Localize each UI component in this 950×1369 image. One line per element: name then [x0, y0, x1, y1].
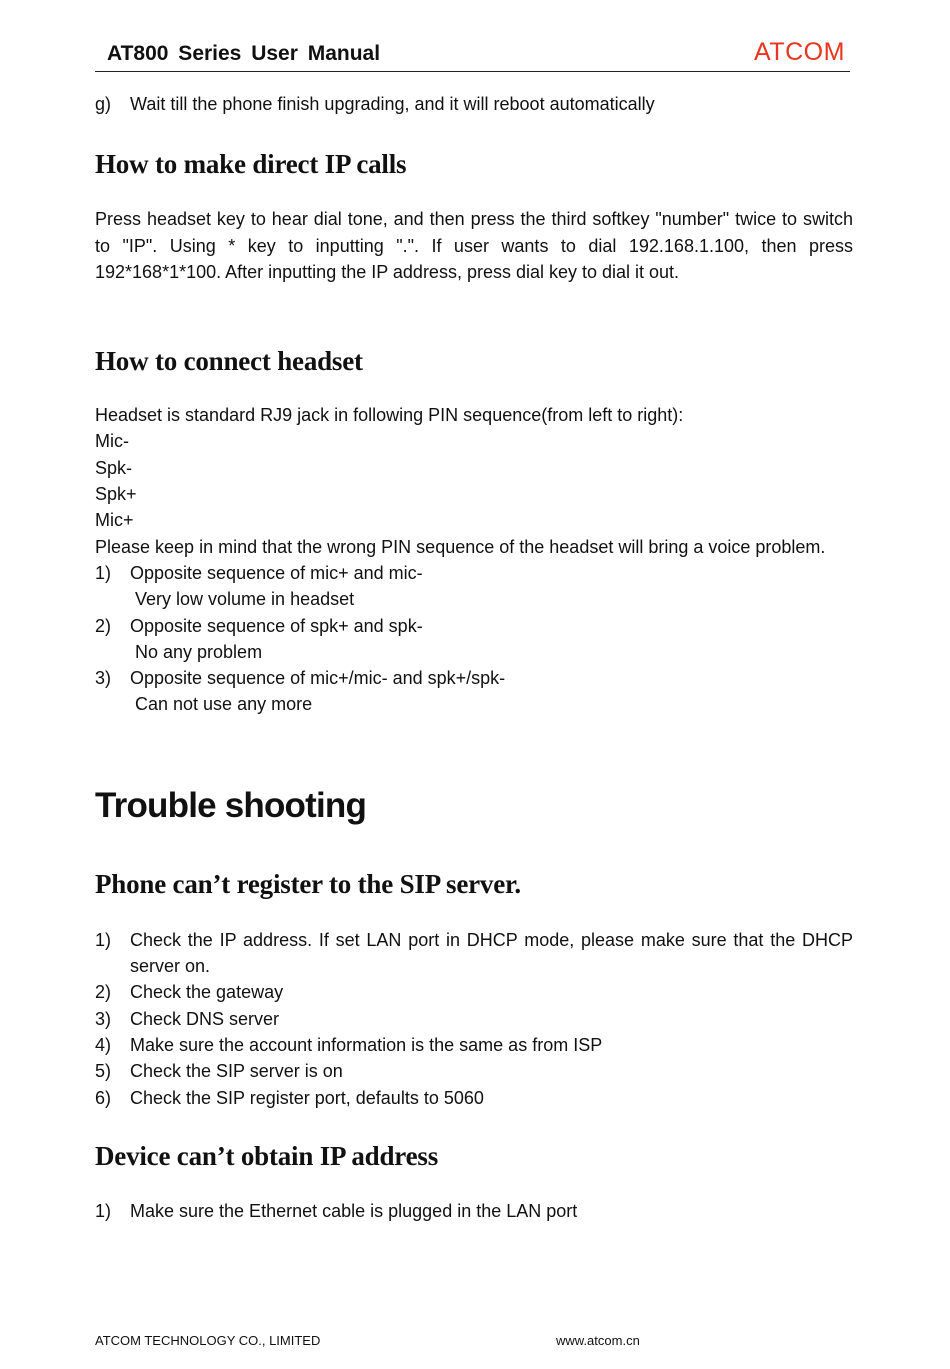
list-item — [95, 1058, 853, 1084]
list-marker: 5) — [95, 1061, 112, 1082]
list-item — [95, 1198, 853, 1224]
list-marker: 2) — [95, 615, 112, 636]
sip-checklist — [95, 927, 853, 1111]
list-item — [95, 1085, 853, 1111]
section-heading-direct-ip: How to make direct IP calls — [95, 149, 407, 180]
list-text: Check the SIP register port, defaults to 5060 — [130, 1087, 484, 1108]
document-header-title: AT800 Series User Manual — [107, 42, 381, 65]
list-marker: 3) — [95, 1008, 112, 1029]
section-heading-headset: How to connect headset — [95, 346, 363, 377]
list-item — [95, 665, 853, 691]
list-text: Check the IP address. If set LAN port in DHCP mode, please make sure that the DHCP server on. — [130, 929, 853, 977]
list-marker: 1) — [95, 1200, 112, 1221]
atcom-logo: ATCOM — [754, 38, 845, 66]
list-marker: 1) — [95, 562, 112, 583]
list-marker: 6) — [95, 1087, 112, 1108]
footer-company: ATCOM TECHNOLOGY CO., LIMITED — [95, 1333, 321, 1348]
section-heading-sip: Phone can’t register to the SIP server. — [95, 868, 521, 899]
section-heading-ip: Device can’t obtain IP address — [95, 1140, 438, 1171]
pin-item: Mic- — [95, 431, 129, 452]
list-item — [95, 1032, 853, 1058]
list-marker: 2) — [95, 982, 112, 1003]
list-item — [95, 979, 853, 1005]
page-content — [95, 90, 853, 1224]
footer-website: www.atcom.cn — [556, 1333, 640, 1348]
list-result: Can not use any more — [135, 694, 313, 715]
list-text: Opposite sequence of mic+ and mic- — [130, 562, 423, 583]
direct-ip-paragraph: Press headset key to hear dial tone, and then press the third softkey "number" twice to switch to "IP". Using * key to inputting ".". If user wants to dial 192.168.1.100, then press 192*168*1*100. After inputting the IP address, press dial key to dial it out. — [95, 209, 853, 282]
headset-intro: Headset is standard RJ9 jack in following PIN sequence(from left to right): — [95, 405, 684, 426]
chapter-title: Trouble shooting — [95, 785, 367, 825]
list-text: Wait till the phone finish upgrading, and it will reboot automatically — [130, 94, 655, 114]
list-item — [95, 927, 853, 980]
list-item — [95, 560, 853, 586]
list-text: Make sure the account information is the same as from ISP — [130, 1034, 603, 1055]
list-item — [95, 91, 853, 117]
list-text: Check the SIP server is on — [130, 1061, 343, 1082]
list-result: No any problem — [135, 641, 263, 662]
list-marker: 1) — [95, 929, 112, 950]
list-text: Make sure the Ethernet cable is plugged in the LAN port — [130, 1200, 578, 1221]
list-item — [95, 613, 853, 639]
list-item — [95, 1006, 853, 1032]
pin-item: Mic+ — [95, 510, 134, 531]
header-divider — [95, 71, 850, 72]
list-text: Opposite sequence of spk+ and spk- — [130, 615, 423, 636]
pin-item: Spk- — [95, 457, 133, 478]
list-text: Check DNS server — [130, 1008, 280, 1029]
list-text: Check the gateway — [130, 982, 284, 1003]
list-marker: 4) — [95, 1034, 112, 1055]
list-text: Opposite sequence of mic+/mic- and spk+/spk- — [130, 668, 506, 689]
list-result: Very low volume in headset — [135, 589, 355, 610]
pin-item: Spk+ — [95, 484, 137, 505]
headset-warning: Please keep in mind that the wrong PIN sequence of the headset will bring a voice problem. — [95, 536, 826, 557]
list-marker: 3) — [95, 668, 112, 689]
list-marker: g) — [95, 94, 112, 114]
